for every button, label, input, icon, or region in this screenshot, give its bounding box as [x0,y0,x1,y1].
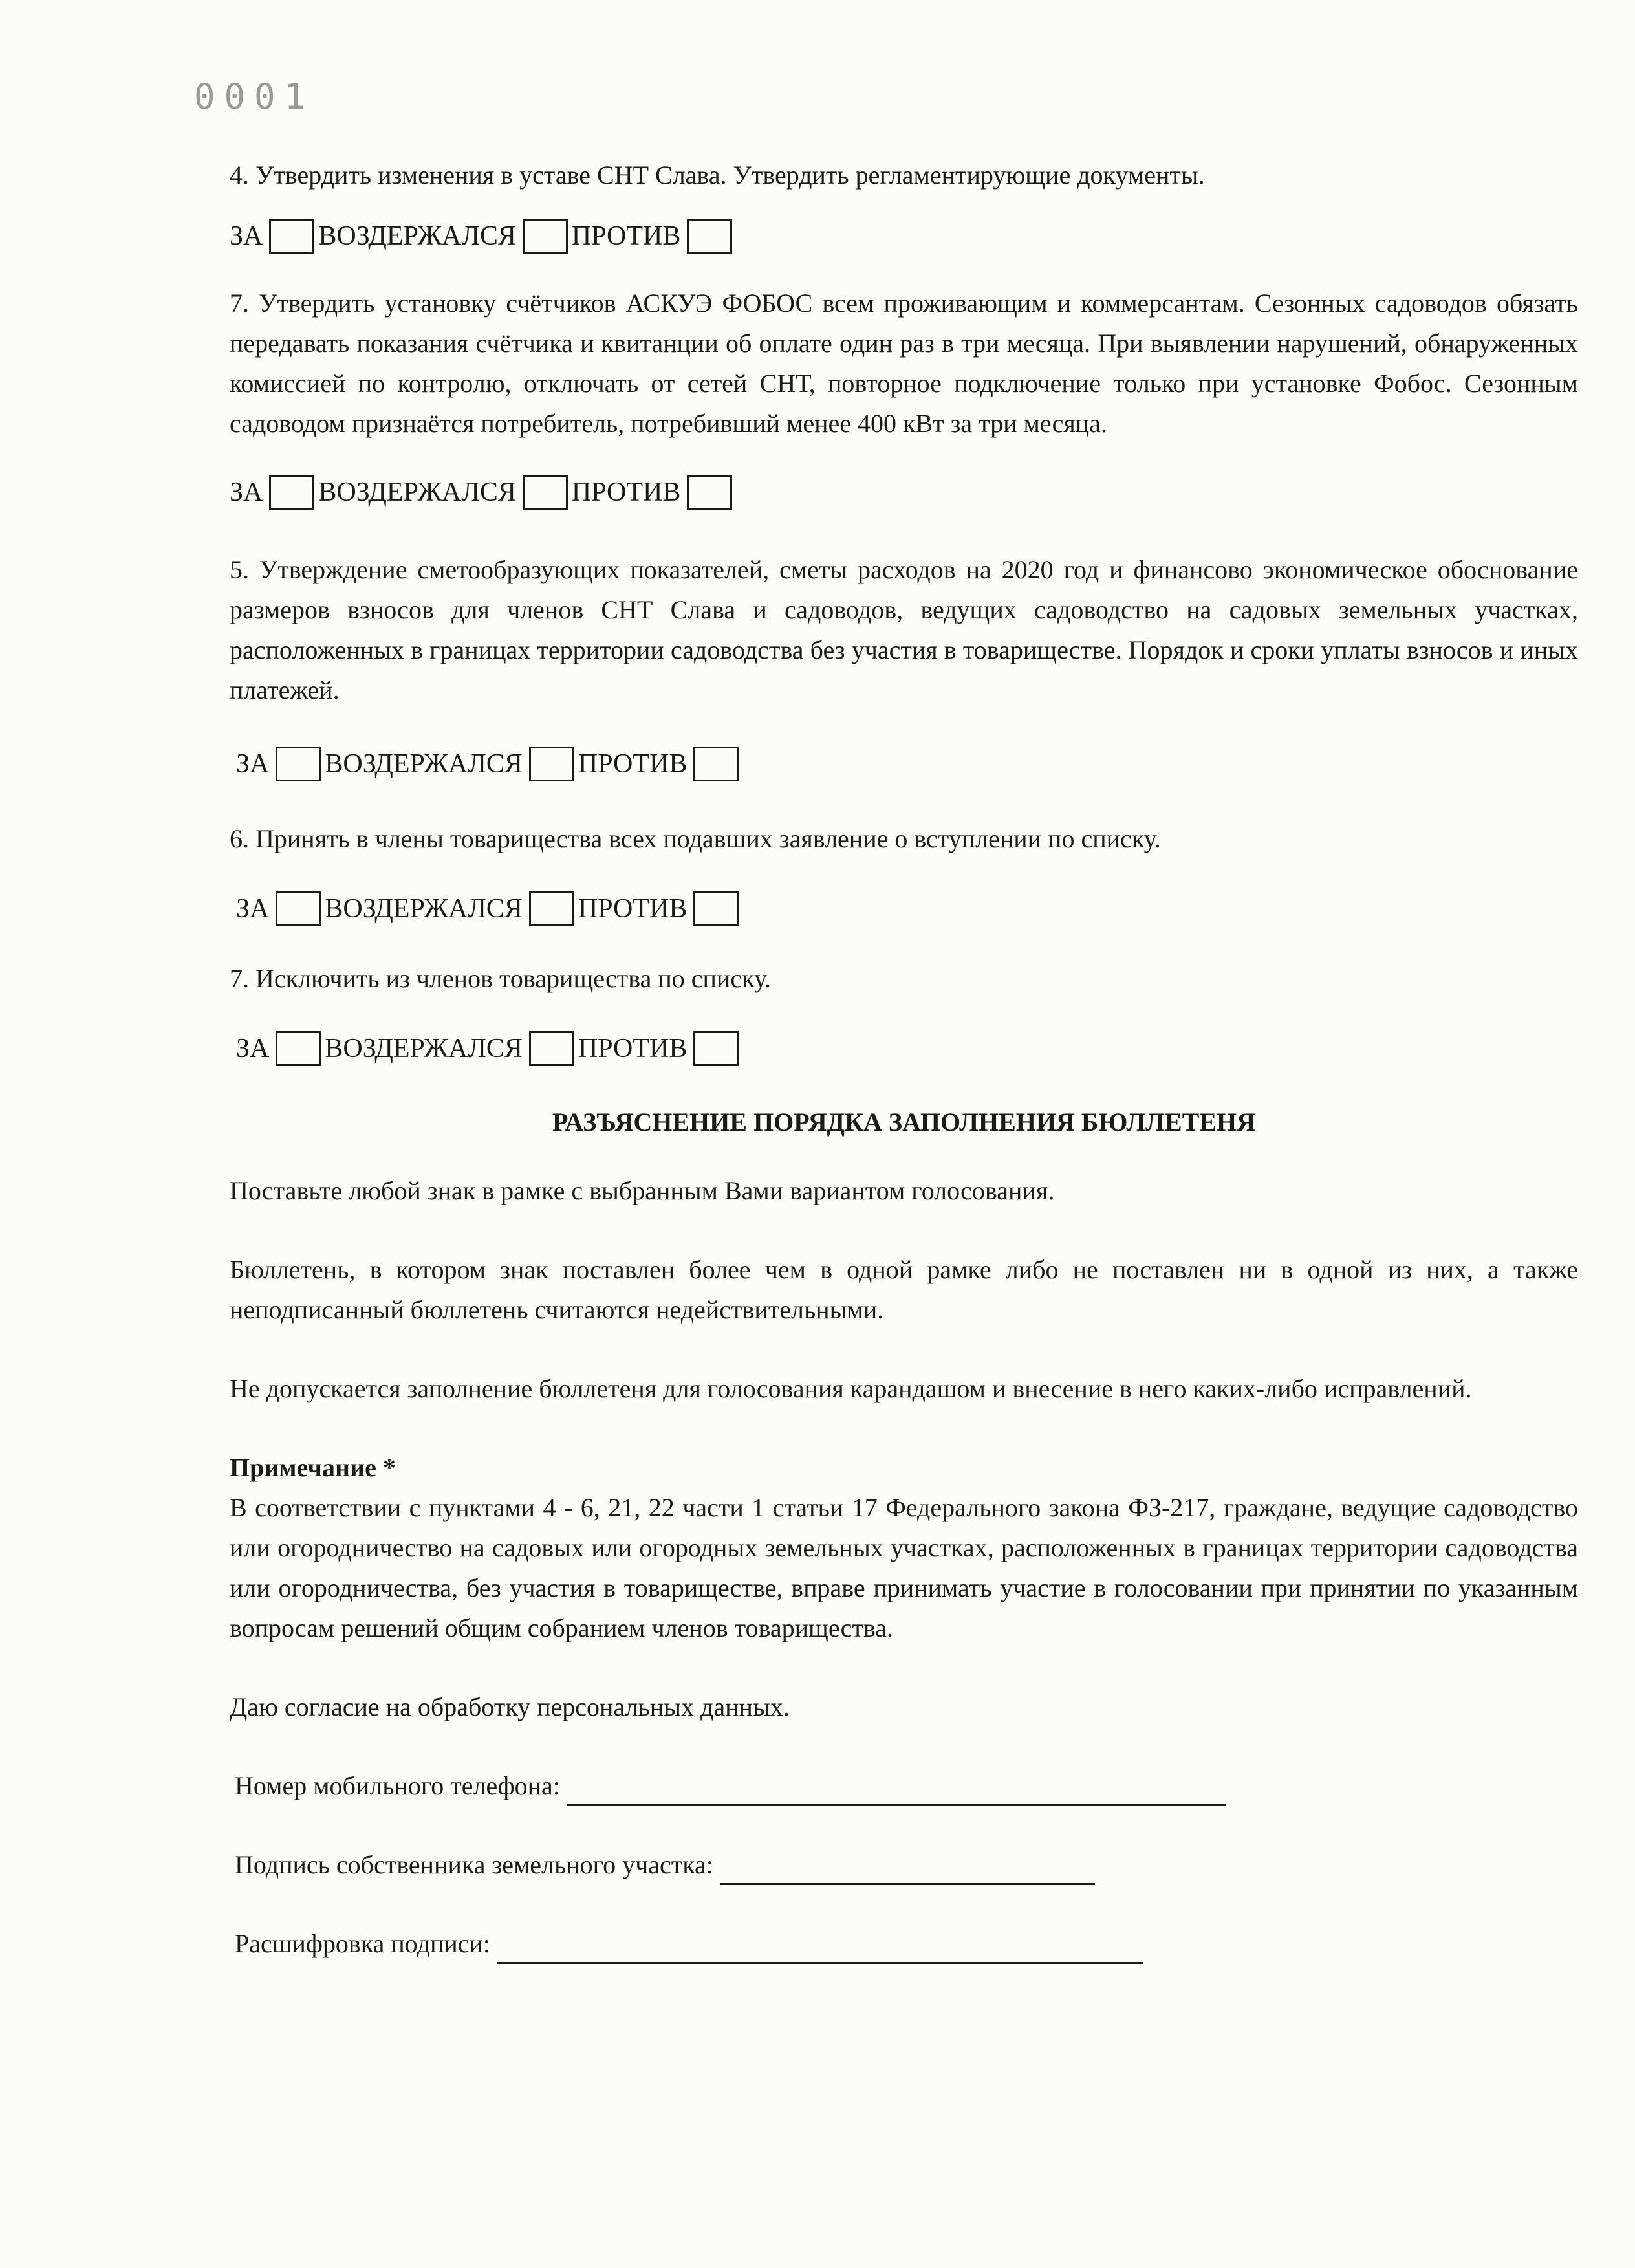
vote-abstain-checkbox[interactable] [523,475,568,510]
vote-abstain-label: ВОЗДЕРЖАЛСЯ [325,894,523,924]
note-heading: Примечание * [230,1453,396,1482]
vote-for-checkbox[interactable] [276,747,321,781]
vote-for-checkbox[interactable] [276,891,321,926]
vote-for-checkbox[interactable] [269,219,314,254]
vote-for-label: ЗА [236,749,270,779]
vote-against-label: ПРОТИВ [578,894,688,924]
phone-label: Номер мобильного телефона: [235,1771,560,1800]
vote-abstain-label: ВОЗДЕРЖАЛСЯ [318,477,516,507]
vote-for-label: ЗА [230,221,263,251]
vote-for-checkbox[interactable] [269,475,314,510]
phone-field-row [230,1766,1578,1806]
signature-input-line[interactable] [720,1855,1095,1885]
vote-against-label: ПРОТИВ [571,477,681,507]
vote-row-item-5 [230,743,1578,785]
vote-against-label: ПРОТИВ [578,1034,688,1063]
vote-against-checkbox[interactable] [687,219,732,254]
vote-for-label: ЗА [236,894,270,924]
item-6-text: 6. Принять в члены товарищества всех подавших заявление о вступлении по списку. [230,824,1161,853]
explanation-paragraph-2: Бюллетень, в котором знак поставлен более чем в одной рамке либо не поставлен ни в одной из них, а также неподписанный бюллетень считаются недействительными. [230,1255,1578,1324]
item-4-text: 4. Утвердить изменения в уставе СНТ Слава. Утвердить регламентирующие документы. [230,160,1205,190]
consent-text: Даю согласие на обработку персональных данных. [230,1692,790,1721]
vote-abstain-label: ВОЗДЕРЖАЛСЯ [318,221,516,251]
item-7-exclude-text: 7. Исключить из членов товарищества по списку. [230,964,771,993]
explanation-heading: РАЗЪЯСНЕНИЕ ПОРЯДКА ЗАПОЛНЕНИЯ БЮЛЛЕТЕНЯ [552,1107,1256,1137]
vote-abstain-label: ВОЗДЕРЖАЛСЯ [325,1034,523,1063]
vote-abstain-checkbox[interactable] [529,891,574,926]
vote-against-checkbox[interactable] [693,747,739,781]
page-number: 0001 [194,76,315,117]
vote-row-item-6 [230,888,1578,930]
explanation-paragraph-1: Поставьте любой знак в рамке с выбранным Вами вариантом голосования. [230,1176,1055,1205]
explanation-paragraph-3: Не допускается заполнение бюллетеня для голосования карандашом и внесение в него каких-либо исправлений. [230,1374,1472,1403]
ballot-content [230,155,1578,1964]
vote-abstain-checkbox[interactable] [523,219,568,254]
vote-against-checkbox[interactable] [693,891,739,926]
signature-label: Подпись собственника земельного участка: [235,1850,713,1879]
signature-decoding-row [230,1924,1578,1964]
vote-against-label: ПРОТИВ [578,749,688,779]
signature-field-row [230,1845,1578,1885]
signature-decoding-label: Расшифровка подписи: [235,1929,491,1958]
item-7-askue-text: 7. Утвердить установку счётчиков АСКУЭ ФОБОС всем проживающим и коммерсантам. Сезонных садоводов обязать передавать показания счётчика и квитанции об оплате один раз в три месяца. При выявлении нарушений, обнаруженных комиссией по контролю, отключать от сетей СНТ, повторное подключение только при установке Фобос. Сезонным садоводом признаётся потребитель, потребивший менее 400 кВт за три месяца. [230,289,1578,438]
phone-input-line[interactable] [567,1776,1226,1806]
vote-against-label: ПРОТИВ [571,221,681,251]
vote-for-label: ЗА [230,477,263,507]
vote-against-checkbox[interactable] [693,1031,739,1066]
item-5-text: 5. Утверждение сметообразующих показателей, сметы расходов на 2020 год и финансово экономическое обоснование размеров взносов для членов СНТ Слава и садоводов, ведущих садоводство на садовых земельных участках, расположенных в границах территории садоводства без участия в товариществе. Порядок и сроки уплаты взносов и иных платежей. [230,555,1578,704]
signature-decoding-input-line[interactable] [497,1934,1143,1964]
vote-row-item-4 [230,215,1578,257]
vote-for-label: ЗА [236,1034,270,1063]
vote-row-item-7-exclude [230,1027,1578,1070]
note-text: В соответствии с пунктами 4 - 6, 21, 22 части 1 статьи 17 Федерального закона ФЗ-217, граждане, ведущие садоводство или огородничество на садовых или огородных земельных участках, расположенных в границах территории садоводства или огородничества, без участия в товариществе, вправе принимать участие в голосовании при принятии по указанным вопросам решений общим собранием членов товарищества. [230,1493,1578,1642]
vote-row-item-7-askue [230,471,1578,514]
vote-against-checkbox[interactable] [687,475,732,510]
vote-for-checkbox[interactable] [276,1031,321,1066]
vote-abstain-checkbox[interactable] [529,747,574,781]
vote-abstain-label: ВОЗДЕРЖАЛСЯ [325,749,523,779]
vote-abstain-checkbox[interactable] [529,1031,574,1066]
